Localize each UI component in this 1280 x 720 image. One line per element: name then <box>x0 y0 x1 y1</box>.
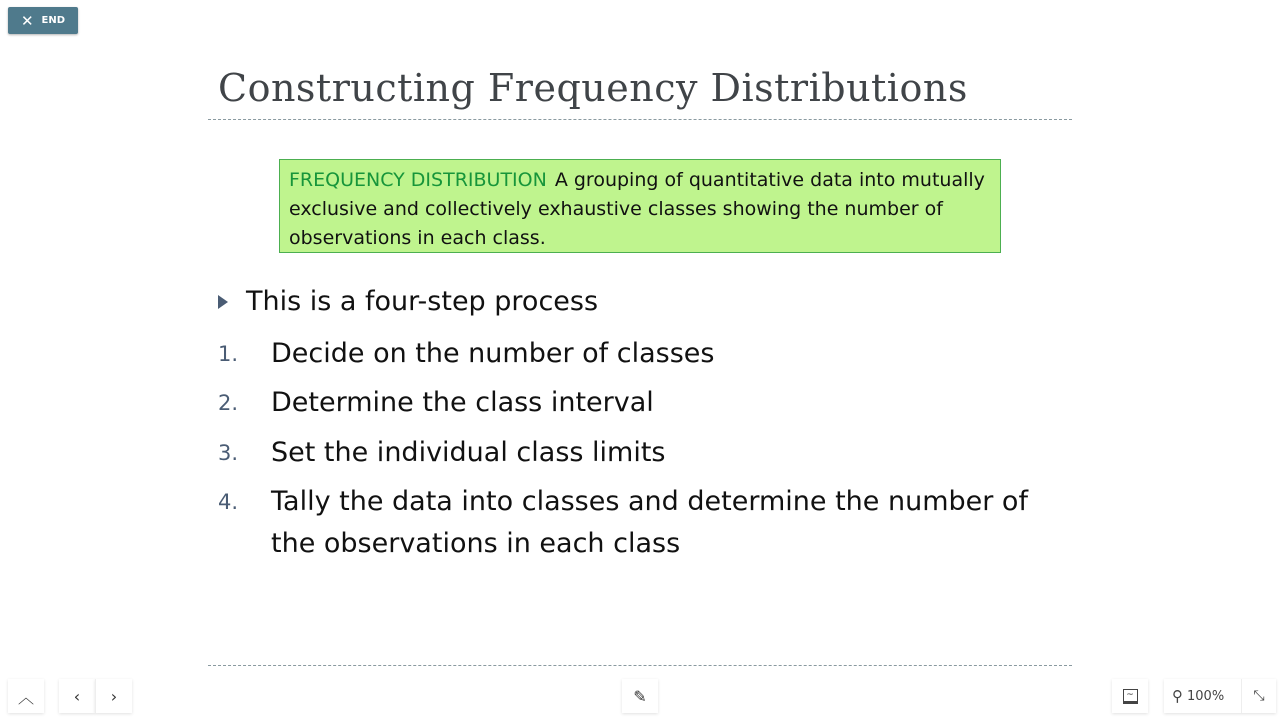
exit-fullscreen-button[interactable] <box>1241 679 1276 713</box>
step-number: 2. <box>218 391 239 415</box>
step-item <box>218 432 1071 474</box>
bullet-arrow-icon <box>218 295 228 309</box>
step-text: Decide on the number of classes <box>271 338 715 369</box>
chevron-right-icon: › <box>110 686 118 706</box>
footer-divider <box>208 665 1072 666</box>
zoom-button[interactable] <box>1164 687 1232 705</box>
chevron-left-icon: ‹ <box>73 686 81 706</box>
step-number: 3. <box>218 441 239 465</box>
previous-slide-button[interactable] <box>59 679 95 713</box>
end-label: END <box>41 15 66 26</box>
zoom-control <box>1164 679 1276 713</box>
step-number: 4. <box>218 490 239 514</box>
chevron-up-icon: ︿ <box>17 687 34 707</box>
definition-term: FREQUENCY DISTRIBUTION <box>289 169 547 191</box>
step-text: Determine the class interval <box>271 387 654 418</box>
monitor-icon: ~ <box>1123 689 1138 704</box>
slide-title: Constructing Frequency Distributions <box>218 66 968 110</box>
close-icon: ✕ <box>20 11 34 30</box>
title-divider <box>208 119 1072 120</box>
pen-button[interactable] <box>622 679 658 713</box>
zoom-level: 100% <box>1187 688 1225 704</box>
bullet-item <box>218 286 598 317</box>
definition-text: A grouping of quantitative data into mutually exclusive and collectively exhaustive classes showing the number of observations in each class. <box>289 169 985 249</box>
pencil-icon: ✎ <box>633 686 647 706</box>
magnifier-icon: ⚲ <box>1172 687 1183 705</box>
step-text: Set the individual class limits <box>271 437 666 468</box>
step-number: 1. <box>218 342 239 366</box>
bullet-text: This is a four-step process <box>246 286 599 317</box>
step-item <box>218 382 1071 424</box>
definition-box <box>279 159 1001 253</box>
step-text: Tally the data into classes and determine the number of the observations in each class <box>271 486 1028 559</box>
step-item <box>218 481 1071 565</box>
show-toolbar-button[interactable] <box>8 679 44 713</box>
end-show-button[interactable] <box>8 7 78 34</box>
next-slide-button[interactable] <box>95 679 132 713</box>
collapse-icon: ⤡ <box>1253 688 1265 704</box>
presenter-view-button[interactable] <box>1112 679 1148 713</box>
step-item <box>218 333 1071 375</box>
